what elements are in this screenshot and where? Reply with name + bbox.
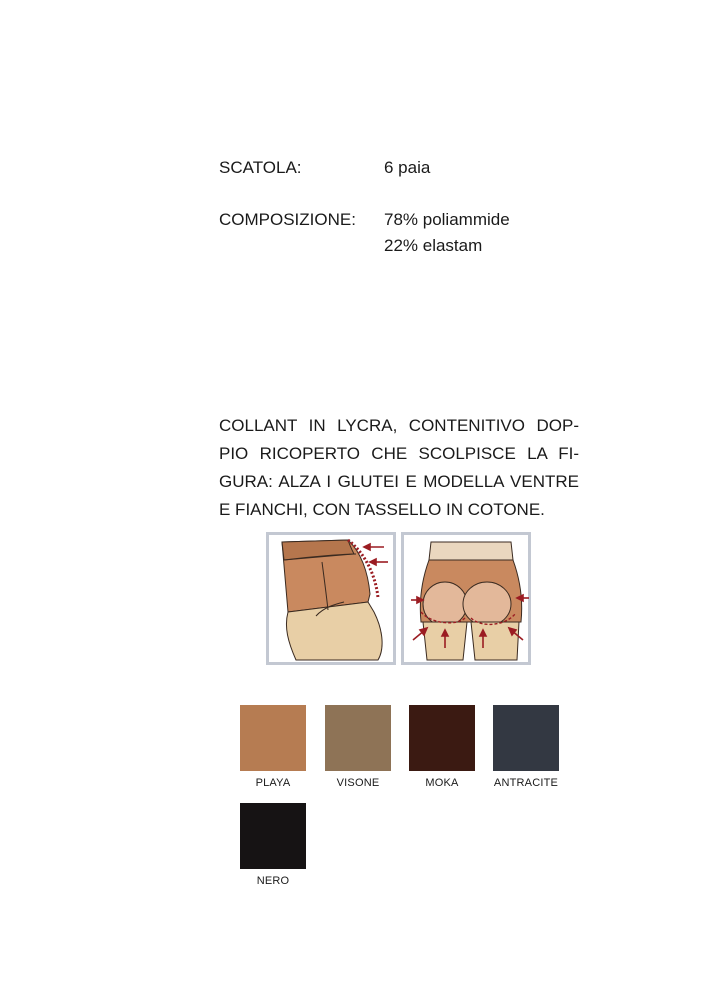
side-view-shaping-icon: [266, 532, 396, 665]
swatch-label-playa: PLAYA: [255, 777, 291, 789]
composition-value-1: 78% poliammide: [384, 210, 510, 229]
swatch-label-moka: MOKA: [425, 777, 459, 789]
swatch-antracite: [493, 705, 559, 771]
product-description: [219, 412, 579, 524]
composition-value-2: 22% elastam: [384, 236, 483, 255]
swatch-nero: [240, 803, 306, 869]
box-value: 6 paia: [384, 158, 431, 177]
rear-view-lift-icon: [401, 532, 531, 665]
swatch-playa: [240, 705, 306, 771]
swatch-label-antracite: ANTRACITE: [493, 777, 559, 789]
swatch-moka: [409, 705, 475, 771]
description-line-4: E FIANCHI, CON TASSELLO IN COTONE.: [219, 500, 545, 519]
description-line-2: PIO RICOPERTO CHE SCOLPISCE LA FI-: [219, 444, 579, 463]
swatch-label-visone: VISONE: [336, 777, 380, 789]
swatch-visone: [325, 705, 391, 771]
description-line-3: GURA: ALZA I GLUTEI E MODELLA VENTRE: [219, 472, 579, 491]
composition-label: COMPOSIZIONE:: [219, 210, 356, 229]
swatch-label-nero: NERO: [256, 875, 290, 887]
description-line-1: COLLANT IN LYCRA, CONTENITIVO DOP-: [219, 416, 579, 435]
box-label: SCATOLA:: [219, 158, 302, 177]
